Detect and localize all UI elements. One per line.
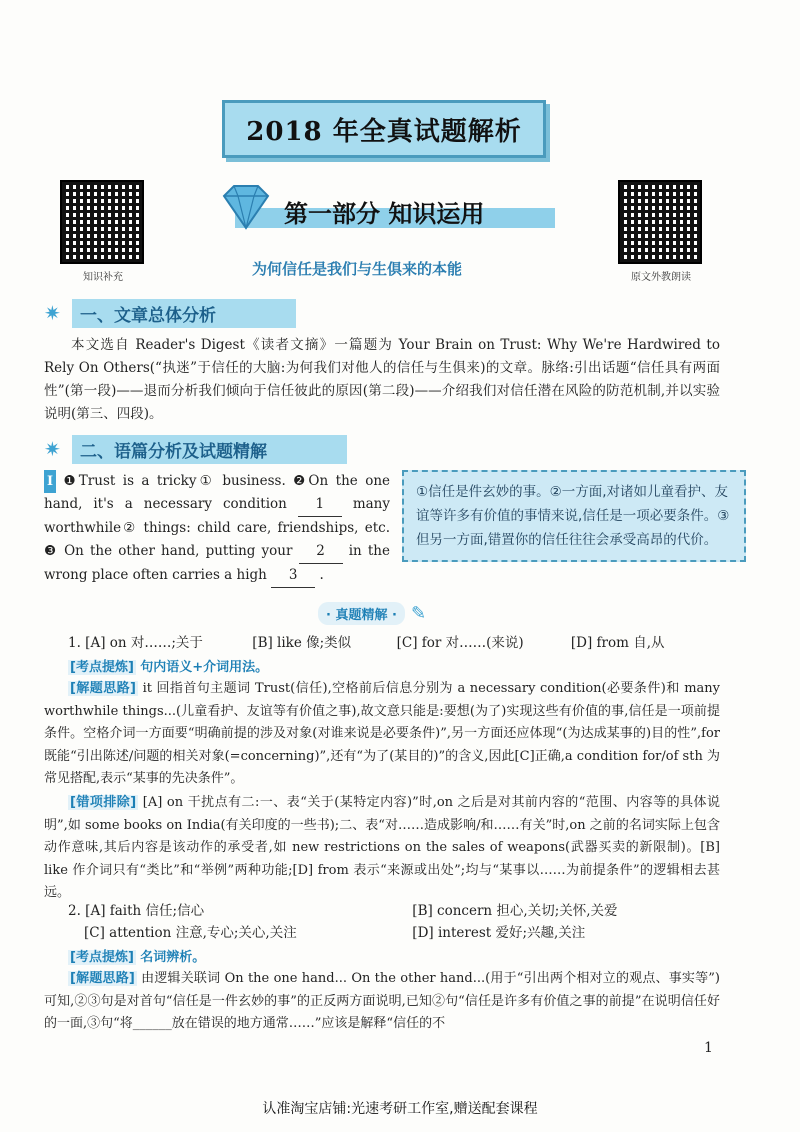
- pen-icon: ✎: [410, 603, 427, 624]
- section-heading-2-label: 二、语篇分析及试题精解: [72, 435, 347, 464]
- q2-option-d[interactable]: [D] interest 爱好;兴趣,关注: [412, 925, 586, 941]
- lightbulb-icon: ✷: [44, 437, 61, 461]
- translation-box: ①信任是件玄妙的事。②一方面,对诸如儿童看护、友谊等许多有价值的事情来说,信任是一项必要条件。③但另一方面,错置你的信任往往会承受高昂的代价。: [402, 470, 746, 562]
- section-heading-1-label: 一、文章总体分析: [72, 299, 296, 328]
- qr-code-icon[interactable]: [618, 180, 702, 264]
- q1-options: [68, 632, 728, 655]
- passage-part-a: ❶Trust is a tricky① business. ❷On the one hand, it's a necessary condition: [44, 473, 390, 512]
- banner-title-text: 2018 年全真试题解析: [246, 116, 522, 147]
- q1-elim-label: [错项排除]: [70, 795, 137, 810]
- footer-notice: 认准淘宝店铺:光速考研工作室,赠送配套课程: [262, 1101, 538, 1117]
- q1-option-d[interactable]: [D] from 自,从: [570, 635, 665, 651]
- q2-point-text: 名词辨析。: [140, 950, 206, 965]
- q2-options: [68, 900, 728, 944]
- section-1-body: 本文选自 Reader's Digest《读者文摘》一篇题为 Your Brain on Trust: Why We're Hardwired to Rely On Others(“执迷”于信任的大脑:为何我们对他人的信任与生俱来)的文章。脉络:引出话题“信任具有两面性”(第一段)——退而分析我们倾向于信任彼此的原因(第二段)——介绍我们对信任潜在风险的防范机制,并以实验说明(第三、四段)。: [44, 337, 720, 422]
- passage-paragraph: [44, 470, 390, 588]
- analysis-tag: [318, 602, 426, 625]
- banner-title: [222, 100, 546, 158]
- q2-point: [68, 946, 728, 969]
- blank-3[interactable]: 3: [271, 564, 315, 588]
- q2-idea: [44, 968, 720, 1036]
- q2-point-label: [考点提炼]: [70, 950, 134, 965]
- q1-elimination: [44, 792, 720, 905]
- q1-idea-text: it 回指首句主题词 Trust(信任),空格前后信息分别为 a necessary condition(必要条件)和 many worthwhile things...(儿童看护、友谊等有价值之事),故文意只能是:要想(为了)实现这些有价值的事,信任是一项前提条件。空格介词一方面要“明确前提的涉及对象(对谁来说是必要条件)”,另一方面还应体现“(为达成某事的)目的性”,for 既能“引出陈述/问题的相关对象(=concerning)”,还有“为了(某目的)”的含义,因此[C]正确,a condition for/of sth 为常见搭配,表示“某事的先决条件”。: [44, 681, 720, 786]
- q1-option-c[interactable]: [C] for 对……(来说): [396, 635, 524, 651]
- section-heading-2: [44, 436, 347, 462]
- analysis-tag-label: · 真题精解 ·: [318, 602, 405, 625]
- qr-right-label: 原文外教朗读: [631, 272, 691, 283]
- section-heading-1: [44, 300, 296, 326]
- qr-right[interactable]: [618, 180, 704, 283]
- passage-end: .: [319, 567, 324, 583]
- article-subtitle: 为何信任是我们与生俱来的本能: [252, 260, 463, 278]
- qr-left-label: 知识补充: [83, 272, 123, 283]
- blank-2[interactable]: 2: [299, 540, 343, 564]
- part-title: 第一部分 知识运用: [284, 200, 485, 228]
- q1-point: [68, 656, 728, 679]
- qr-code-icon[interactable]: [60, 180, 144, 264]
- qr-left[interactable]: [60, 180, 146, 283]
- q2-idea-text: 由逻辑关联词 On the one hand... On the other hand...(用于“引出两个相对立的观点、事实等”)可知,②③句是对首句“信任是一件玄妙的事”的正反两方面说明,已知②句“信任是许多有价值之事的前提”在说明信任好的一面,③句“将______放在错误的地方通常……”应该是解释“信任的不: [44, 971, 720, 1031]
- blank-1[interactable]: 1: [298, 493, 342, 517]
- q2-option-c[interactable]: [C] attention 注意,专心;关心,关注: [84, 925, 297, 941]
- passage-part-c: in the wrong place often carries a high: [44, 543, 390, 583]
- paragraph-number: Ⅰ: [44, 470, 56, 493]
- q2-option-b[interactable]: [B] concern 担心,关切;关怀,关爱: [412, 903, 618, 919]
- q1-idea: [44, 678, 720, 791]
- q1-point-label: [考点提炼]: [70, 660, 134, 675]
- diamond-icon: [218, 182, 274, 232]
- passage-part-b: many worthwhile② things: child care, friendships, etc. ❸ On the other hand, putting your: [44, 496, 390, 559]
- q1-option-b[interactable]: [B] like 像;类似: [252, 635, 352, 651]
- q2-idea-label: [解题思路]: [70, 971, 135, 986]
- q1-idea-label: [解题思路]: [70, 681, 136, 696]
- page-number: 1: [704, 1040, 713, 1056]
- q2-option-a[interactable]: 2. [A] faith 信任;信心: [68, 903, 205, 919]
- q1-option-a[interactable]: 1. [A] on 对……;关于: [68, 635, 203, 651]
- lightbulb-icon: ✷: [44, 301, 61, 325]
- q1-point-text: 句内语义+介词用法。: [140, 660, 269, 675]
- q1-elim-text: [A] on 干扰点有二:一、表“关于(某特定内容)”时,on 之后是对其前内容的“范围、内容等的具体说明”,如 some books on India(有关印度的一些书);二、表“对……造成影响/和……有关”时,on 之前的名词实际上包含动作意味,其后内容是该动作的承受者,如 new restrictions on the sales of weapons(武器买卖的新限制)。[B] like 作介词只有“类比”和“举例”两种功能;[D] from 表示“来源或出处”;均与“某事以……为前提条件”的逻辑相去甚远。: [44, 795, 720, 900]
